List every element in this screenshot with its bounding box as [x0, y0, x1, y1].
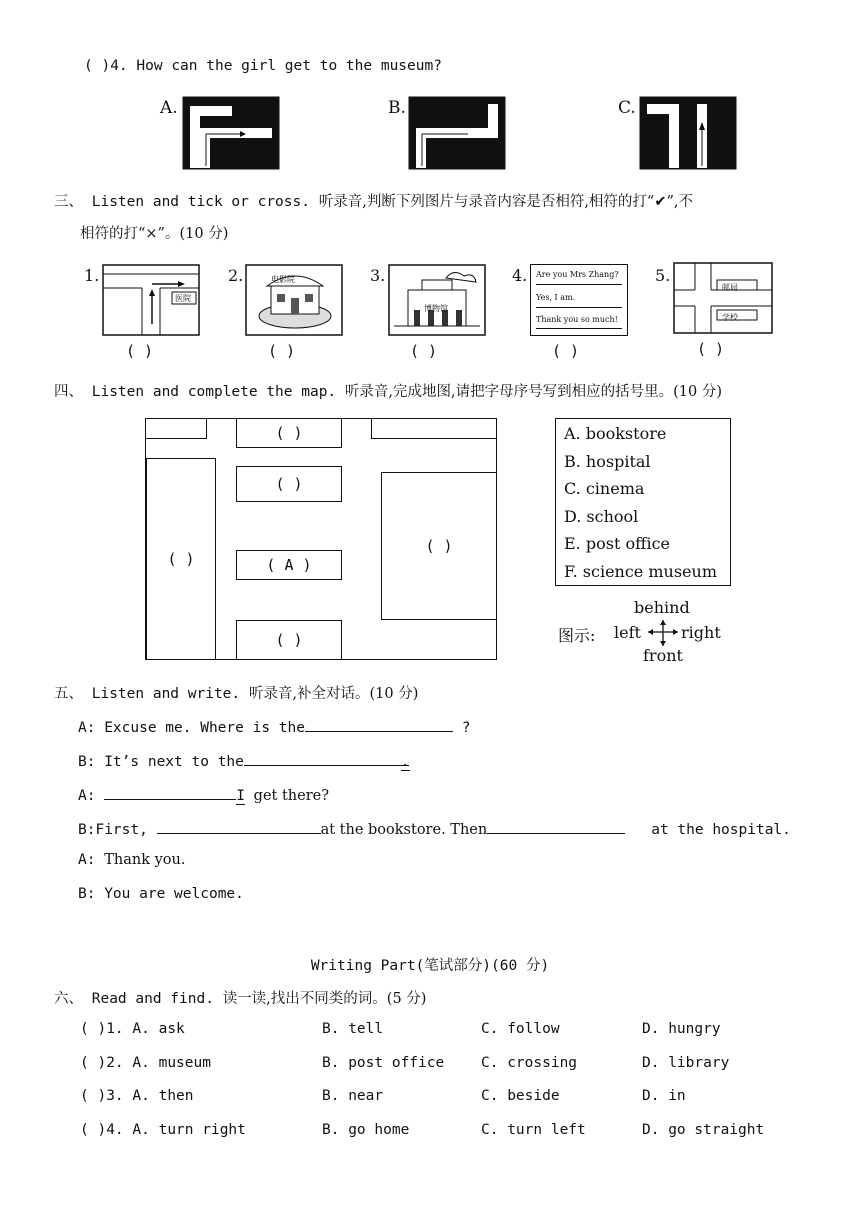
option-a-label: A.	[160, 98, 178, 118]
picture-5-answer: ( )	[697, 340, 725, 358]
section-3-heading: 三、 Listen and tick or cross. 听录音,判断下列图片与录音内容是否相符,相符的打“✔”,不	[54, 194, 694, 210]
picture-3-museum	[388, 264, 486, 336]
s6-question-1: ( )1. A. ask	[80, 1021, 185, 1037]
blank-4[interactable]	[157, 819, 321, 834]
section-3-instruction: 相符的打“×”。(10 分)	[80, 226, 229, 242]
route-picture-c	[639, 96, 737, 170]
picture-4-card: Are you Mrs Zhang? Yes, I am. Thank you so much!	[530, 264, 628, 336]
option: C. crossing	[481, 1055, 578, 1071]
blank-5[interactable]	[487, 819, 625, 834]
place-legend	[555, 418, 731, 586]
picture-2-sign: 电影院	[271, 275, 295, 284]
answer-paren: ( )	[84, 58, 111, 74]
legend-item: E. post office	[564, 534, 670, 553]
option: C. beside	[481, 1088, 560, 1104]
q4-listening	[84, 58, 442, 74]
option: C. turn left	[481, 1122, 586, 1138]
legend-item: B. hospital	[564, 451, 651, 471]
option: B. tell	[322, 1021, 384, 1037]
picture-3-answer: ( )	[410, 342, 438, 360]
dialog-line-6: B: You are welcome.	[78, 886, 244, 902]
option: D. hungry	[642, 1021, 721, 1037]
writing-part-title: Writing Part(笔试部分)(60 分)	[310, 958, 550, 974]
picture-3-sign: 博物馆	[424, 304, 448, 313]
picture-4-number: 4.	[512, 266, 528, 285]
s6-question-2: ( )2. A. museum	[80, 1055, 211, 1071]
dialog-line-4: B:First, at the bookstore. Then at the hospital.	[78, 819, 791, 838]
map-box-right[interactable]: ( )	[381, 472, 497, 620]
legend-item: C. cinema	[564, 479, 645, 498]
picture-5-sign-school: 学校	[722, 313, 738, 322]
question-text: How can the girl get to the museum?	[136, 58, 442, 74]
compass-cross-icon	[646, 618, 680, 648]
route-picture-a	[182, 96, 280, 170]
s6-question-3: ( )3. A. then	[80, 1088, 194, 1104]
section-5-heading: 五、 Listen and write. 听录音,补全对话。(10 分)	[54, 686, 419, 702]
option: B. go home	[322, 1122, 410, 1138]
option: D. go straight	[642, 1122, 765, 1138]
option: B. post office	[322, 1055, 445, 1071]
route-picture-b	[408, 96, 506, 170]
map-box-center-a[interactable]: ( A )	[236, 550, 342, 580]
picture-5-sign-post-office: 邮局	[722, 283, 738, 292]
compass-label: 图示:	[558, 626, 596, 645]
dialog-line-1: A: Excuse me. Where is the ?	[78, 717, 470, 736]
option-b-label: B.	[388, 98, 406, 118]
picture-4-answer: ( )	[552, 342, 580, 360]
blank-2[interactable]	[244, 751, 409, 766]
picture-5-map	[673, 262, 773, 334]
dialog-line-3: A: I get there?	[78, 785, 329, 804]
direction-left: left	[614, 623, 641, 642]
map-box-center-upper[interactable]: ( )	[236, 466, 342, 502]
legend-item: F. science museum	[564, 561, 717, 581]
direction-right: right	[681, 623, 721, 642]
option-c-label: C.	[618, 98, 636, 118]
s6-question-4: ( )4. A. turn right	[80, 1122, 246, 1138]
blank-3[interactable]	[104, 785, 236, 800]
blank-1[interactable]	[305, 717, 453, 732]
question-number: 4.	[110, 58, 128, 74]
option: D. library	[642, 1055, 730, 1071]
picture-3-number: 3.	[370, 266, 386, 285]
direction-front: front	[643, 646, 683, 665]
map-block-top-left	[146, 418, 207, 439]
dialog-line-2: B: It’s next to the .	[78, 751, 410, 770]
map-box-left[interactable]: ( )	[146, 458, 216, 660]
picture-2-answer: ( )	[268, 342, 296, 360]
picture-5-number: 5.	[655, 266, 671, 285]
section-6-heading: 六、 Read and find. 读一读,找出不同类的词。(5 分)	[54, 991, 427, 1007]
option: B. near	[322, 1088, 384, 1104]
picture-1-sign: 医院	[175, 294, 191, 303]
option: C. follow	[481, 1021, 560, 1037]
map-box-top-center[interactable]: ( )	[236, 418, 342, 448]
dialog-line-5: A: Thank you.	[78, 852, 186, 868]
direction-behind: behind	[634, 598, 690, 617]
picture-2-number: 2.	[228, 266, 244, 285]
map-block-top-right	[371, 418, 497, 439]
map-box-bottom-center[interactable]: ( )	[236, 620, 342, 660]
picture-1-number: 1.	[84, 266, 100, 285]
legend-item: A. bookstore	[564, 424, 667, 443]
section-4-heading: 四、 Listen and complete the map. 听录音,完成地图,请把字母序号写到相应的括号里。(10 分)	[54, 384, 722, 400]
legend-item: D. school	[564, 506, 639, 526]
picture-1-answer: ( )	[126, 342, 154, 360]
option: D. in	[642, 1088, 686, 1104]
